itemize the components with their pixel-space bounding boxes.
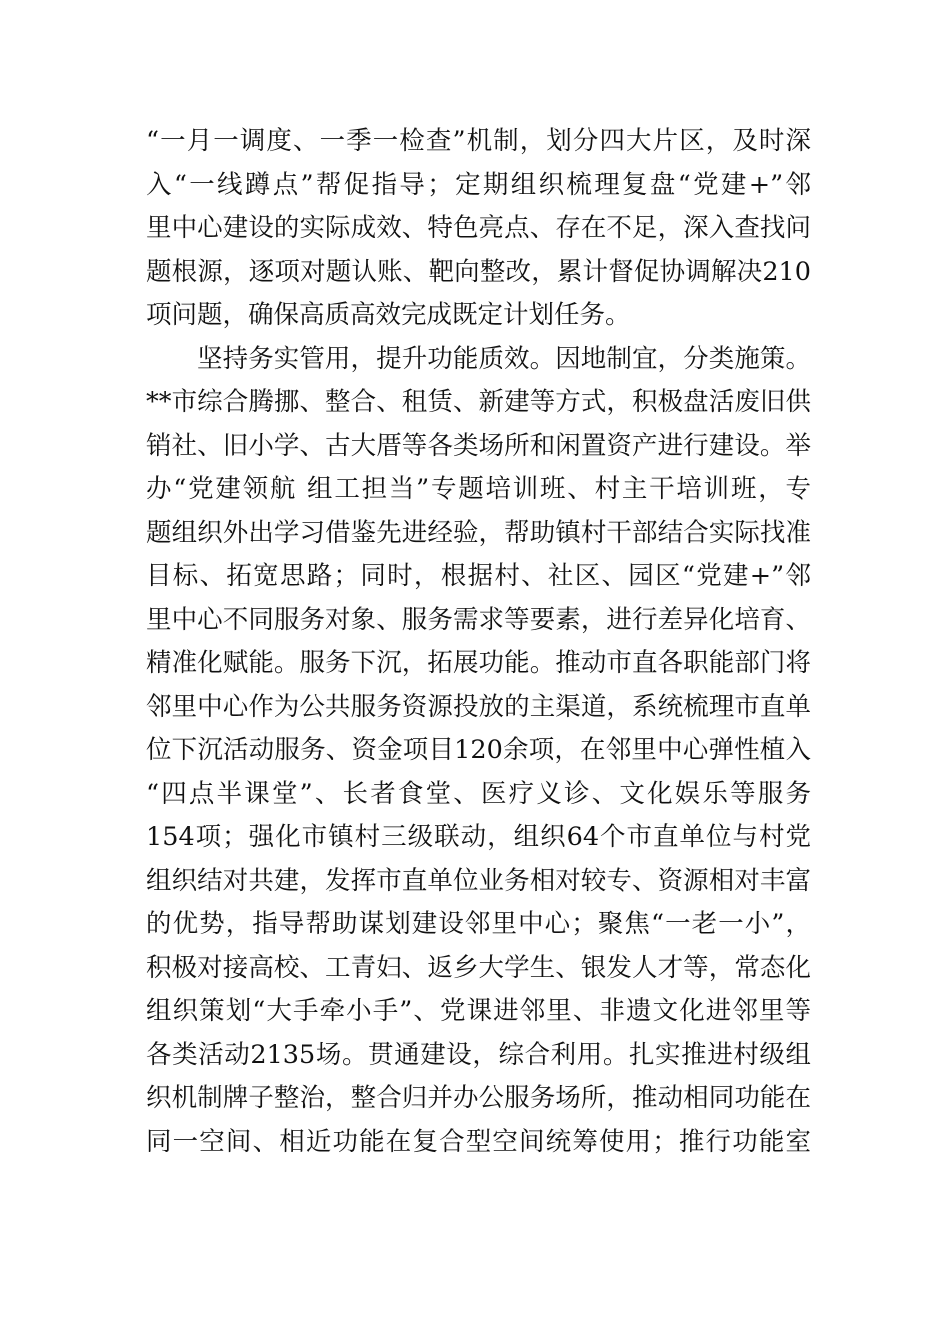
text-line: 题组织外出学习借鉴先进经验，帮助镇村干部结合实际找准 xyxy=(146,517,811,548)
text-line: 入“一线蹲点”帮促指导；定期组织梳理复盘“党建+”邻 xyxy=(146,169,811,200)
text-line: “一月一调度、一季一检查”机制，划分四大片区，及时深 xyxy=(146,126,811,156)
text-line: 各类活动2135场。贯通建设，综合利用。扎实推进村级组 xyxy=(146,1039,811,1070)
text-line: 里中心建设的实际成效、特色亮点、存在不足，深入查找问 xyxy=(146,213,811,243)
text-line: 组织策划“大手牵小手”、党课进邻里、非遗文化进邻里等 xyxy=(146,996,811,1026)
text-line: 组织结对共建，发挥市直单位业务相对较专、资源相对丰富 xyxy=(146,865,811,896)
text-line: 里中心不同服务对象、服务需求等要素，进行差异化培育、 xyxy=(146,604,811,635)
text-line: 的优势，指导帮助谋划建设邻里中心；聚焦“一老一小”， xyxy=(146,909,811,939)
text-line: **市综合腾挪、整合、租赁、新建等方式，积极盘活废旧供 xyxy=(146,387,811,417)
text-line: 位下沉活动服务、资金项目120余项，在邻里中心弹性植入 xyxy=(146,735,811,765)
text-line: 坚持务实管用，提升功能质效。因地制宜，分类施策。 xyxy=(197,343,811,374)
text-line: 题根源，逐项对题认账、靶向整改，累计督促协调解决210 xyxy=(146,256,811,287)
text-line: 项问题，确保高质高效完成既定计划任务。 xyxy=(146,300,631,330)
text-line: 办“党建领航 组工担当”专题培训班、村主干培训班，专 xyxy=(146,474,811,504)
text-line: “四点半课堂”、长者食堂、医疗义诊、文化娱乐等服务 xyxy=(146,778,811,809)
text-line: 154项；强化市镇村三级联动，组织64个市直单位与村党 xyxy=(146,822,811,852)
text-line: 目标、拓宽思路；同时，根据村、社区、园区“党建+”邻 xyxy=(146,561,811,591)
text-line: 精准化赋能。服务下沉，拓展功能。推动市直各职能部门将 xyxy=(146,648,811,678)
text-line: 积极对接高校、工青妇、返乡大学生、银发人才等，常态化 xyxy=(146,952,811,983)
text-line: 销社、旧小学、古大厝等各类场所和闲置资产进行建设。举 xyxy=(146,430,811,461)
text-line: 邻里中心作为公共服务资源投放的主渠道，系统梳理市直单 xyxy=(146,691,811,722)
text-line: 同一空间、相近功能在复合型空间统筹使用；推行功能室 xyxy=(146,1126,811,1157)
document-body xyxy=(146,120,811,1164)
text-line: 织机制牌子整治，整合归并办公服务场所，推动相同功能在 xyxy=(146,1083,811,1113)
